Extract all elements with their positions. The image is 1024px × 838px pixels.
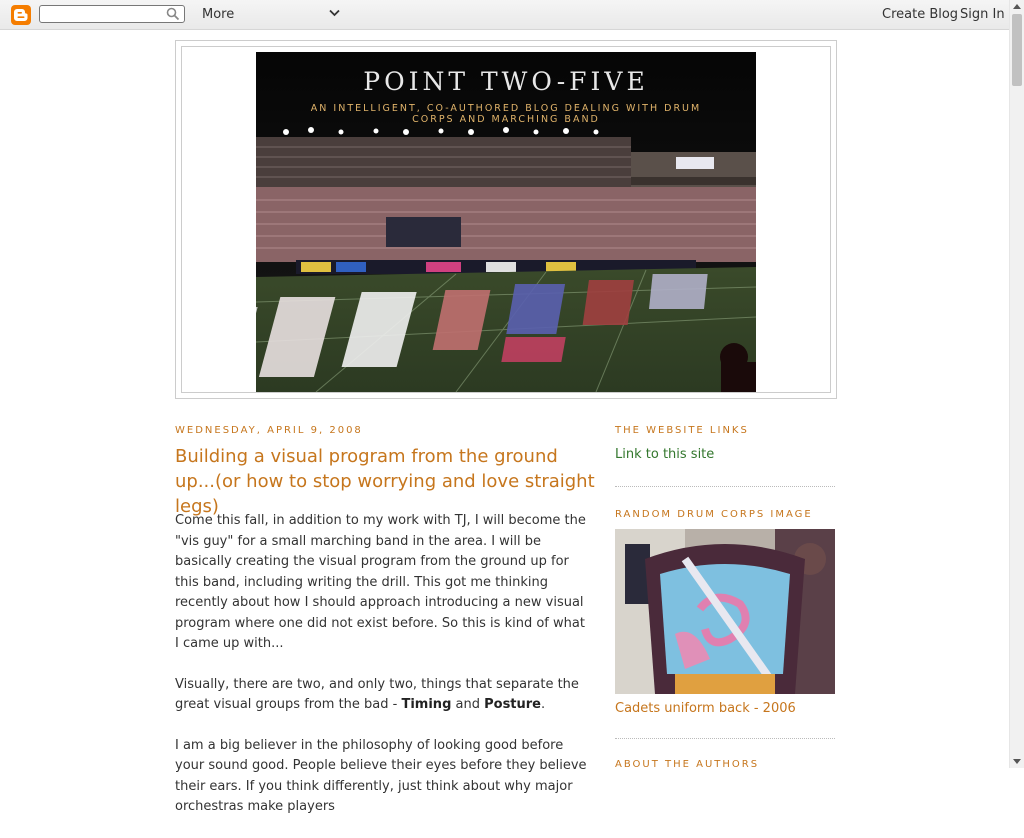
blog-header-inner (181, 46, 831, 393)
authors-widget-title: ABOUT THE AUTHORS (615, 759, 760, 770)
more-menu[interactable]: More (202, 7, 235, 22)
links-widget-title: THE WEBSITE LINKS (615, 425, 749, 436)
blogger-navbar (0, 0, 1009, 30)
image-widget-title: RANDOM DRUM CORPS IMAGE (615, 509, 813, 520)
post-title[interactable]: Building a visual program from the ground up...(or how to stop worrying and love straight legs) (175, 446, 595, 517)
sidebar-divider (615, 486, 835, 487)
chevron-down-icon[interactable] (329, 9, 340, 17)
website-link[interactable]: Link to this site (615, 447, 715, 462)
create-blog-link[interactable]: Create Blog (882, 7, 959, 22)
scrollbar-thumb[interactable] (1012, 14, 1022, 86)
search-icon[interactable] (166, 7, 180, 21)
blog-description: AN INTELLIGENT, CO-AUTHORED BLOG DEALING WITH DRUM CORPS AND MARCHING BAND (310, 103, 702, 125)
image-caption[interactable]: Cadets uniform back - 2006 (615, 701, 796, 716)
drum-corps-image[interactable] (615, 529, 835, 694)
post-text: and (451, 697, 485, 712)
search-input[interactable] (39, 5, 185, 23)
sidebar-divider (615, 738, 835, 739)
bold-posture: Posture (484, 697, 542, 712)
page-scrollbar[interactable] (1009, 0, 1024, 768)
scroll-up-icon[interactable] (1013, 4, 1021, 9)
post-text: Visually, there are two, and only two, things that separate the great visual groups from the bad - (175, 676, 579, 712)
blogger-logo-icon[interactable] (11, 5, 31, 25)
blog-title[interactable]: POINT TWO-FIVE (363, 67, 649, 96)
blog-header (175, 40, 837, 399)
post-paragraph: Come this fall, in addition to my work with TJ, I will become the "vis guy" for a small marching band in the area. I will be basically creating the visual program from the ground up for this band, including writing the drill. This got me thinking recently about how I should approach introducing a new visual program where one did not exist before. So this is kind of what I came up with... (175, 513, 586, 651)
bold-timing: Timing (401, 697, 452, 712)
scroll-down-icon[interactable] (1013, 759, 1021, 764)
post-text: . (541, 697, 546, 712)
post-date: WEDNESDAY, APRIL 9, 2008 (175, 425, 363, 436)
header-stadium-image (256, 52, 756, 392)
post-body (175, 511, 590, 838)
post-paragraph (175, 675, 590, 716)
sign-in-link[interactable]: Sign In (960, 7, 1005, 22)
post-paragraph: I am a big believer in the philosophy of looking good before your sound good. People believe their eyes before they believe their ears. If you think differently, just think about why major orchestras make players (175, 737, 587, 814)
